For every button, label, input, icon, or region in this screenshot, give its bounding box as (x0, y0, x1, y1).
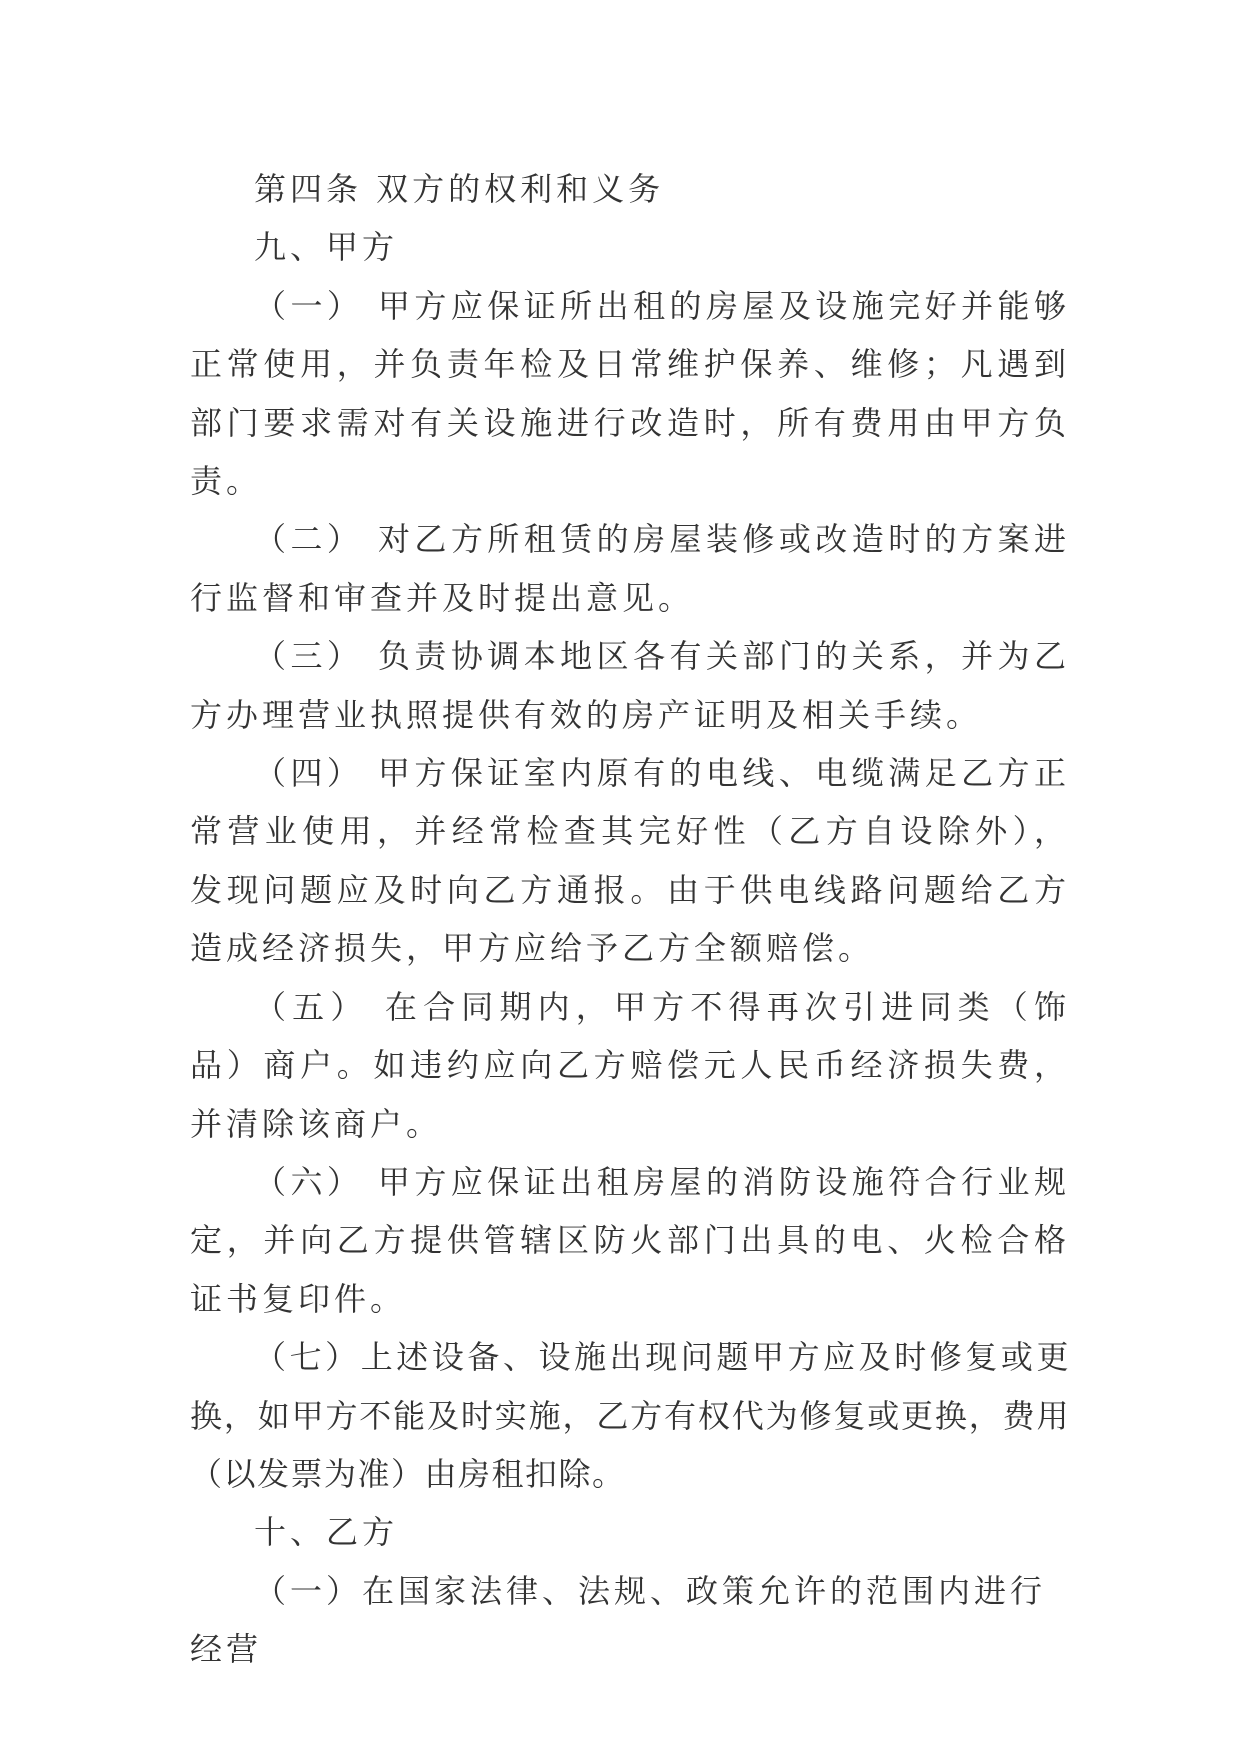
article-title: 第四条 双方的权利和义务 (254, 170, 665, 208)
clause-jia-2: （二） 对乙方所租赁的房屋装修或改造时的方案进行监督和审查并及时提出意见。 (190, 520, 1070, 617)
section-heading-yi: 十、乙方 (254, 1513, 399, 1552)
clause-jia-1: （一） 甲方应保证所出租的房屋及设施完好并能够正常使用，并负责年检及日常维护保养、维修；凡遇到部门要求需对有关设施进行改造时，所有费用由甲方负责。 (190, 286, 1070, 501)
clause-jia-7: （七）上述设备、设施出现问题甲方应及时修复或更换，如甲方不能及时实施，乙方有权代为修复或更换，费用（以发票为准）由房租扣除。 (190, 1338, 1070, 1493)
section-heading-jia: 九、甲方 (254, 228, 399, 267)
document-body (190, 160, 1070, 1679)
clause-jia-5: （五） 在合同期内，甲方不得再次引进同类（饰品）商户。如违约应向乙方赔偿元人民币经济损失费，并清除该商户。 (190, 987, 1070, 1143)
clause-jia-6: （六） 甲方应保证出租房屋的消防设施符合行业规定，并向乙方提供管辖区防火部门出具的电、火检合格证书复印件。 (190, 1162, 1070, 1318)
clause-jia-3: （三） 负责协调本地区各有关部门的关系，并为乙方办理营业执照提供有效的房产证明及相关手续。 (190, 637, 1070, 734)
clause-yi-1: （一）在国家法律、法规、政策允许的范围内进行经营 (190, 1571, 1047, 1669)
clause-jia-4: （四） 甲方保证室内原有的电线、电缆满足乙方正常营业使用，并经常检查其完好性（乙方自设除外），发现问题应及时向乙方通报。由于供电线路问题给乙方造成经济损失，甲方应给予乙方全额赔偿。 (190, 754, 1070, 968)
